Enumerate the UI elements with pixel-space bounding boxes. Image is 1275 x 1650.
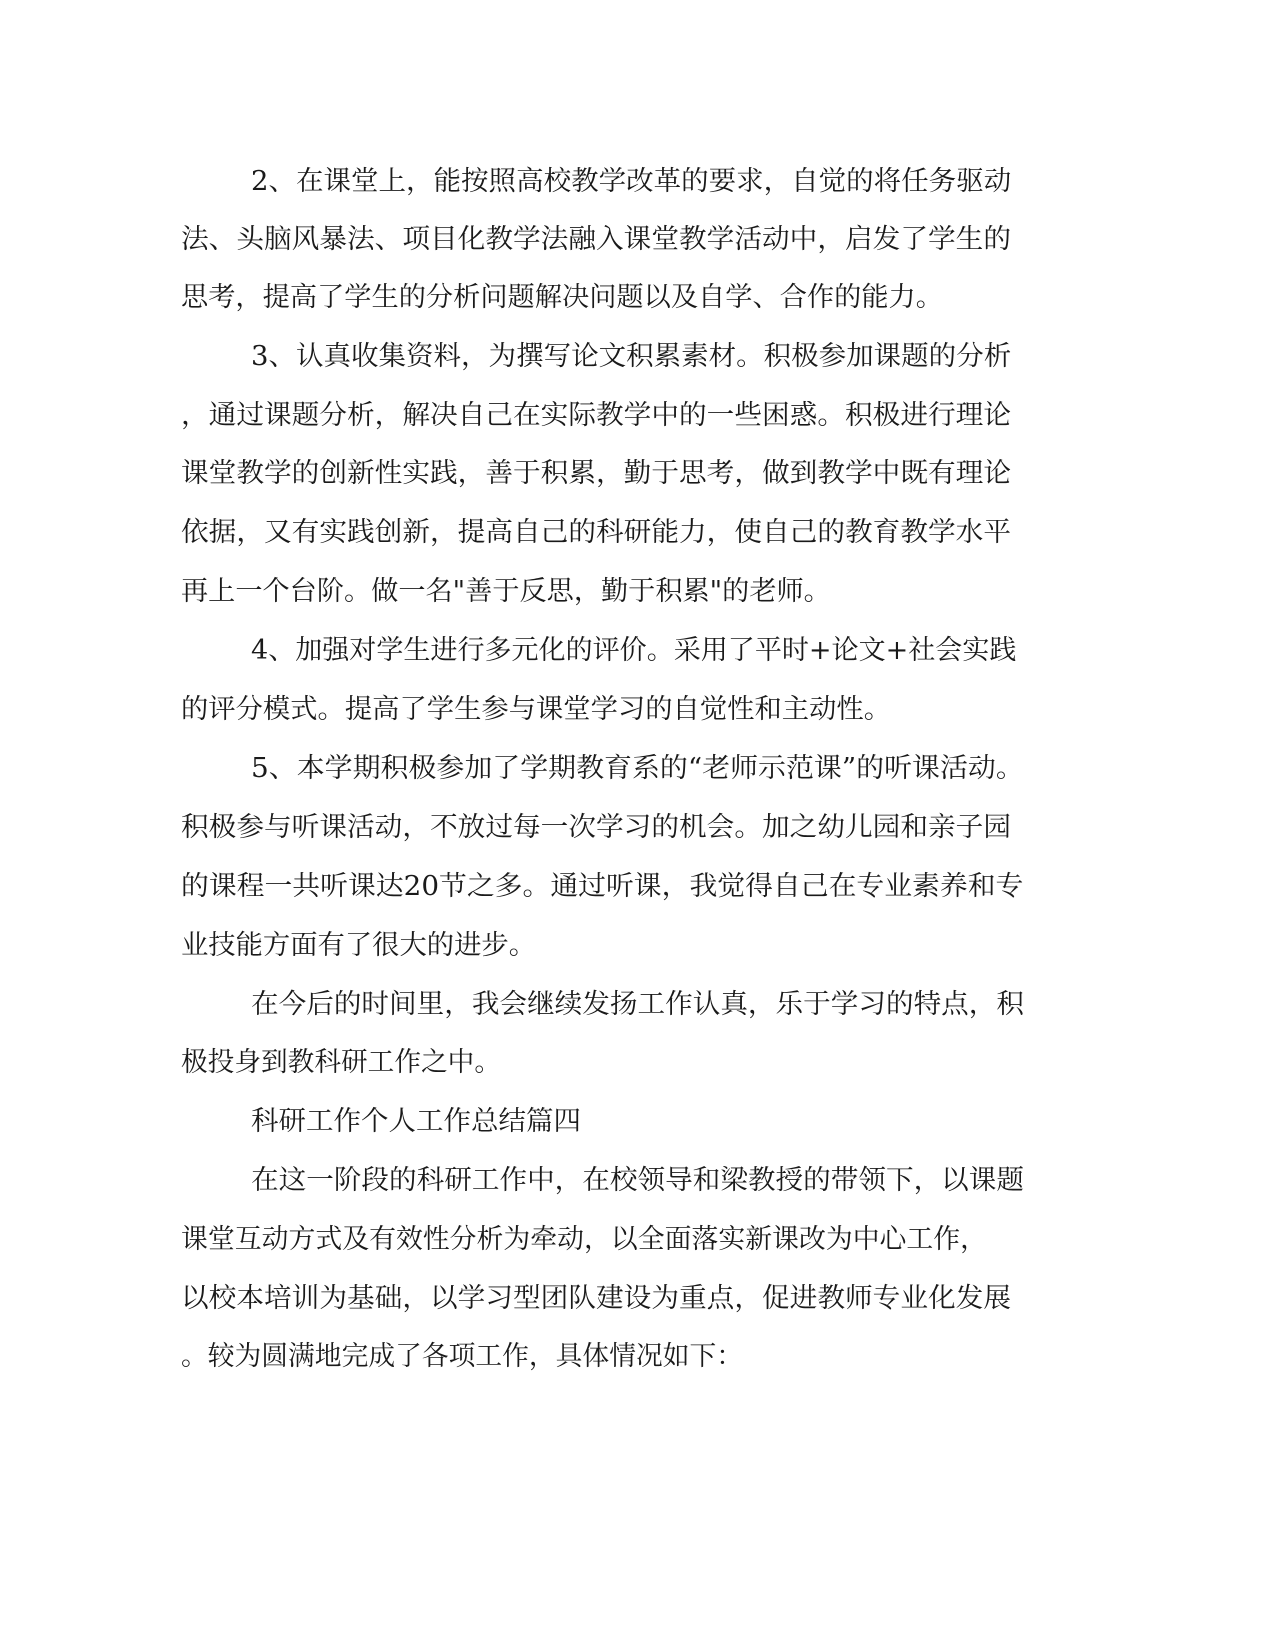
paragraph-5-line-2: 积极参与听课活动，不放过每一次学习的机会。加之幼儿园和亲子园 xyxy=(181,812,1012,843)
section-heading: 科研工作个人工作总结篇四 xyxy=(251,1106,581,1137)
paragraph-4-line-1: 4、加强对学生进行多元化的评价。采用了平时+论文+社会实践 xyxy=(251,635,1017,666)
paragraph-3-line-1: 3、认真收集资料，为撰写论文积累素材。积极参加课题的分析 xyxy=(251,341,1012,372)
paragraph-7-line-2: 课堂互动方式及有效性分析为牵动，以全面落实新课改为中心工作， xyxy=(181,1224,988,1255)
paragraph-3-line-5: 再上一个台阶。做一名"善于反思，勤于积累"的老师。 xyxy=(181,576,831,607)
paragraph-3-line-4: 依据，又有实践创新，提高自己的科研能力，使自己的教育教学水平 xyxy=(181,517,1012,548)
paragraph-3-line-2: ，通过课题分析，解决自己在实际教学中的一些困惑。积极进行理论 xyxy=(181,400,1012,431)
paragraph-4-line-2: 的评分模式。提高了学生参与课堂学习的自觉性和主动性。 xyxy=(181,694,892,725)
paragraph-7-line-3: 以校本培训为基础，以学习型团队建设为重点，促进教师专业化发展 xyxy=(181,1283,1012,1314)
paragraph-5-line-3: 的课程一共听课达20节之多。通过听课，我觉得自己在专业素养和专 xyxy=(181,871,1024,902)
paragraph-6-line-2: 极投身到教科研工作之中。 xyxy=(181,1047,502,1078)
paragraph-5-line-1: 5、本学期积极参加了学期教育系的“老师示范课”的听课活动。 xyxy=(251,753,1024,784)
paragraph-6-line-1: 在今后的时间里，我会继续发扬工作认真，乐于学习的特点，积 xyxy=(251,989,1025,1020)
paragraph-7-line-1: 在这一阶段的科研工作中，在校领导和梁教授的带领下，以课题 xyxy=(251,1165,1025,1196)
paragraph-2-line-1: 2、在课堂上，能按照高校教学改革的要求，自觉的将任务驱动 xyxy=(251,166,1012,197)
paragraph-5-line-4: 业技能方面有了很大的进步。 xyxy=(181,930,537,961)
paragraph-2-line-3: 思考，提高了学生的分析问题解决问题以及自学、合作的能力。 xyxy=(181,282,943,313)
paragraph-3-line-3: 课堂教学的创新性实践，善于积累，勤于思考，做到教学中既有理论 xyxy=(181,458,1012,489)
paragraph-7-line-4: 。较为圆满地完成了各项工作，具体情况如下： xyxy=(181,1341,744,1372)
paragraph-2-line-2: 法、头脑风暴法、项目化教学法融入课堂教学活动中，启发了学生的 xyxy=(181,224,1012,255)
